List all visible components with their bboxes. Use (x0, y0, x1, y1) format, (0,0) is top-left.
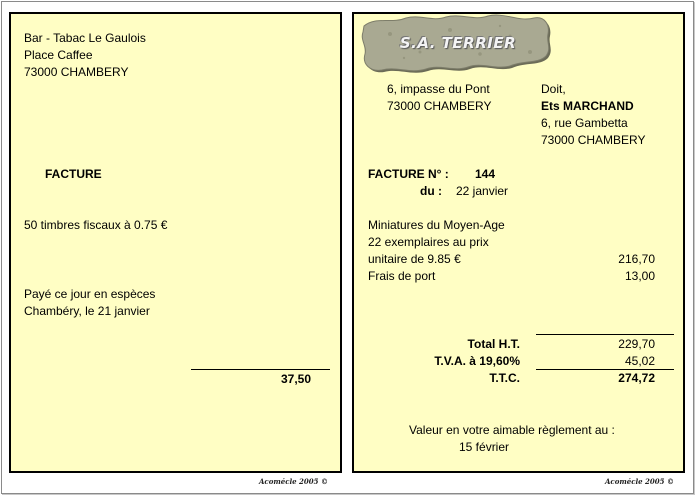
seller-name: Bar - Tabac Le Gaulois (24, 31, 146, 45)
invoice-date-label: du : (420, 184, 442, 198)
shipping-label: Frais de port (368, 269, 436, 283)
line-description-2: 22 exemplaires au prix (368, 235, 489, 249)
invoice-date: 22 janvier (456, 184, 509, 198)
client-street: 6, rue Gambetta (541, 116, 628, 130)
line-description-1: Miniatures du Moyen-Age (368, 218, 505, 232)
payment-line-2: Chambéry, le 21 janvier (24, 304, 150, 318)
footer-credit-right: Acomécle 2005 © (605, 477, 674, 486)
total-divider (191, 369, 330, 370)
client-name: Ets MARCHAND (541, 99, 634, 113)
ttc-label: T.T.C. (489, 371, 520, 385)
left-total: 37,50 (280, 372, 311, 386)
totals-divider-bottom (536, 369, 674, 370)
client-city: 73000 CHAMBERY (541, 133, 646, 147)
tva-label: T.V.A. à 19,60% (434, 354, 520, 368)
total-ht-value: 229,70 (618, 337, 655, 351)
doit-label: Doit, (541, 82, 566, 96)
shipping-amount: 13,00 (624, 269, 655, 283)
receipt-panel-left (9, 12, 342, 473)
seller-city: 73000 CHAMBERY (387, 99, 492, 113)
tva-value: 45,02 (624, 354, 655, 368)
doc-title: FACTURE (45, 167, 102, 181)
seller-city: 73000 CHAMBERY (24, 65, 129, 79)
company-logo-text: S.A. TERRIER (399, 34, 517, 52)
line-description-3: unitaire de 9.85 € (368, 252, 461, 266)
totals-divider-top (536, 334, 674, 335)
payment-note: Valeur en votre aimable règlement au : (409, 423, 615, 437)
line-amount: 216,70 (618, 252, 655, 266)
payment-due-date: 15 février (459, 440, 510, 454)
invoice-number: 144 (475, 167, 496, 181)
seller-street: 6, impasse du Pont (387, 82, 490, 96)
total-ht-label: Total H.T. (467, 337, 520, 351)
invoice-number-label: FACTURE N° : (368, 167, 449, 181)
item-line: 50 timbres fiscaux à 0.75 € (24, 218, 168, 232)
ttc-value: 274,72 (618, 371, 655, 385)
footer-credit-left: Acomécle 2005 © (259, 477, 328, 486)
seller-street: Place Caffee (24, 48, 93, 62)
payment-line-1: Payé ce jour en espèces (24, 287, 156, 301)
